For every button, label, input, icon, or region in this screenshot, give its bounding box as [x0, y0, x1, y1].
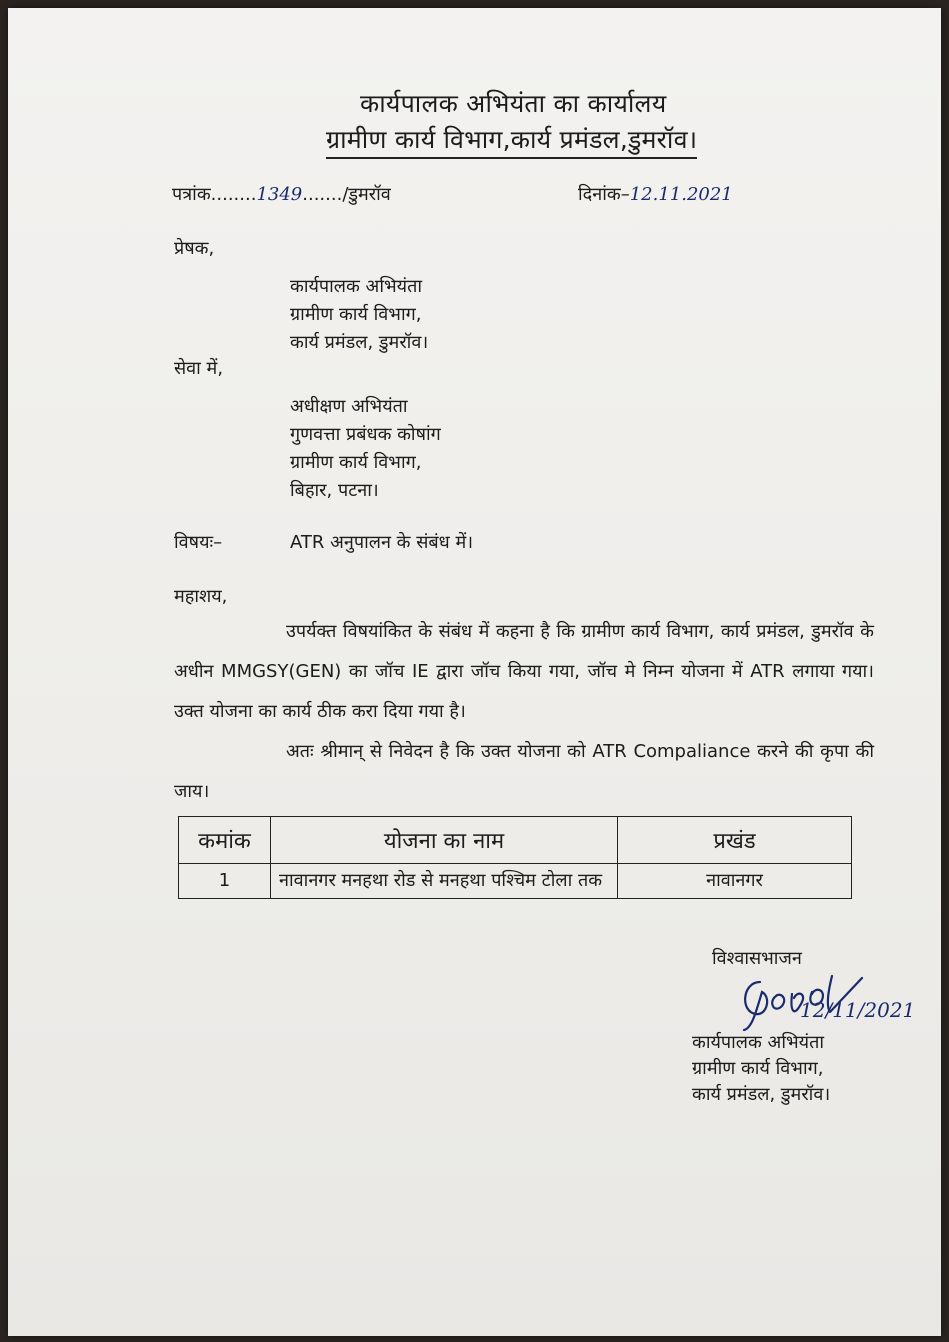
sender-line: कार्यपालक अभियंता: [290, 276, 422, 297]
column-header: योजना का नाम: [271, 817, 618, 864]
patrank-suffix: /डुमरॉव: [342, 184, 391, 205]
signatory-line: ग्रामीण कार्य विभाग,: [692, 1058, 824, 1079]
recipient-label: सेवा में,: [174, 358, 224, 379]
table-cell: नावानगर मनहथा रोड से मनहथा पश्चिम टोला तक: [271, 864, 618, 899]
letter-page: [8, 8, 941, 1336]
column-header: कमांक: [179, 817, 271, 864]
table-header-row: [179, 817, 852, 864]
subject-label: विषयः–: [174, 532, 223, 553]
sender-line: कार्य प्रमंडल, डुमरॉव।: [290, 332, 429, 353]
table-cell: 1: [179, 864, 271, 899]
dinank-label: दिनांक–: [578, 184, 630, 205]
patrank-label: पत्रांक: [172, 184, 211, 205]
office-title: कार्यपालक अभियंता का कार्यालय: [360, 89, 667, 118]
body-paragraph: अतः श्रीमान् से निवेदन है कि उक्त योजना को ATR Compaliance करने की कृपा की जाय।: [174, 741, 874, 802]
sender-line: ग्रामीण कार्य विभाग,: [290, 304, 422, 325]
table-row: [179, 864, 852, 899]
sender-label: प्रेषक,: [174, 238, 215, 259]
recipient-line: अधीक्षण अभियंता: [290, 396, 408, 417]
recipient-line: गुणवत्ता प्रबंधक कोषांग: [290, 424, 441, 445]
letter-date: [578, 182, 733, 206]
salutation: महाशय,: [174, 586, 228, 607]
signatory-line: कार्य प्रमंडल, डुमरॉव।: [692, 1084, 831, 1105]
scheme-table: [178, 816, 852, 899]
body-paragraph: उपर्यक्त विषयांकित के संबंध में कहना है कि ग्रामीण कार्य विभाग, कार्य प्रमंडल, डुमरॉव के अधीन MMGSY(GEN) का जॉच IE द्वारा जॉच किया गया, जॉच मे निम्न योजना में ATR लगाया गया। उक्त योजना का कार्य ठीक करा दिया गया है।: [174, 621, 874, 722]
recipient-line: ग्रामीण कार्य विभाग,: [290, 452, 422, 473]
recipient-line: बिहार, पटना।: [290, 480, 379, 501]
letter-number: पत्रांक........1349......./डुमरॉव: [172, 184, 391, 205]
office-subtitle: ग्रामीण कार्य विभाग,कार्य प्रमंडल,डुमरॉव।: [326, 122, 697, 159]
table-cell: नावानगर: [618, 864, 852, 899]
patrank-number: 1349: [256, 184, 303, 205]
closing-text: विश्वासभाजन: [712, 948, 802, 969]
signed-date: 12/11/2021: [800, 998, 916, 1022]
column-header: प्रखंड: [618, 817, 852, 864]
subject-text: ATR अनुपालन के संबंध में।: [290, 532, 474, 553]
dinank-value: 12.11.2021: [629, 184, 733, 205]
letter-body: [174, 612, 874, 812]
signatory-line: कार्यपालक अभियंता: [692, 1032, 824, 1053]
